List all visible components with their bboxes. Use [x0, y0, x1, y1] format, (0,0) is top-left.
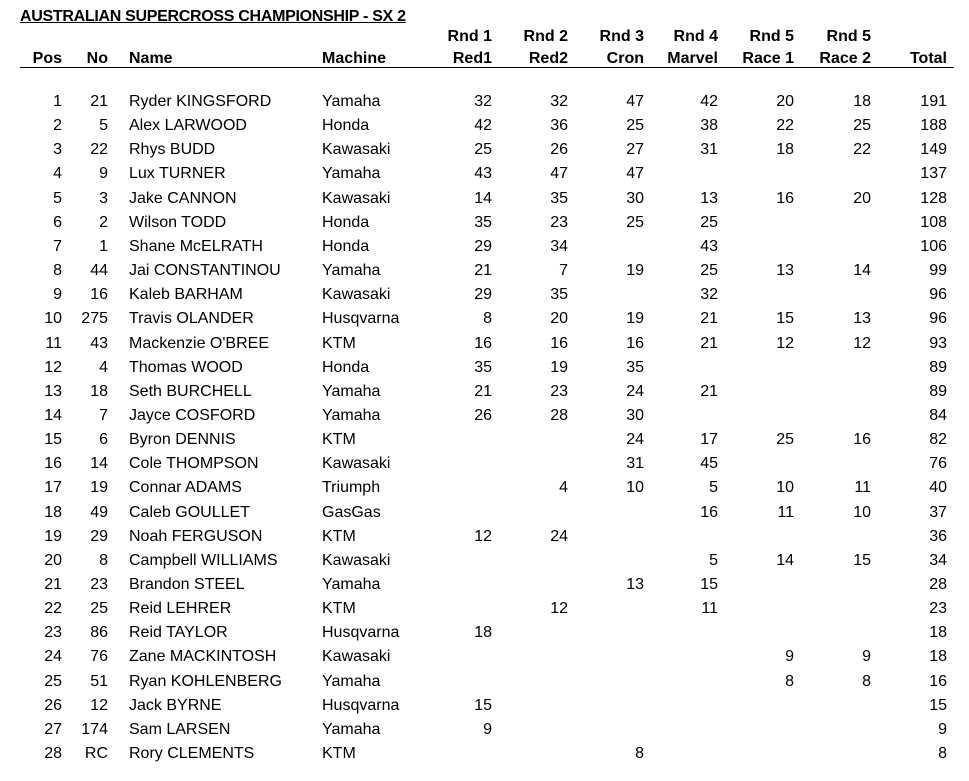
cell-rnd2: 36	[550, 117, 568, 134]
cell-no: 3	[99, 190, 108, 207]
cell-rnd4: 21	[700, 383, 718, 400]
cell-pos: 28	[44, 745, 62, 762]
cell-rnd2: 28	[550, 407, 568, 424]
cell-rnd5-race1: 15	[776, 310, 794, 327]
cell-pos: 17	[44, 479, 62, 496]
table-row	[0, 646, 969, 668]
cell-rnd1: 35	[474, 359, 492, 376]
cell-pos: 19	[44, 528, 62, 545]
cell-rnd4: 25	[700, 262, 718, 279]
cell-machine: KTM	[322, 745, 356, 762]
cell-rnd5-race1: 25	[776, 431, 794, 448]
cell-pos: 14	[44, 407, 62, 424]
cell-rnd3: 25	[626, 214, 644, 231]
cell-name: Thomas WOOD	[129, 359, 243, 376]
cell-rnd3: 24	[626, 383, 644, 400]
cell-no: 5	[99, 117, 108, 134]
cell-name: Mackenzie O'BREE	[129, 335, 269, 352]
table-row	[0, 236, 969, 258]
cell-rnd2: 7	[559, 262, 568, 279]
cell-rnd5-race2: 12	[853, 335, 871, 352]
cell-rnd3: 47	[626, 165, 644, 182]
cell-total: 34	[929, 552, 947, 569]
cell-rnd2: 19	[550, 359, 568, 376]
cell-rnd3: 10	[626, 479, 644, 496]
cell-rnd2: 24	[550, 528, 568, 545]
cell-machine: Honda	[322, 238, 370, 255]
cell-rnd1: 32	[474, 93, 492, 110]
cell-name: Seth BURCHELL	[129, 383, 252, 400]
cell-rnd5-race2: 20	[853, 190, 871, 207]
cell-pos: 16	[44, 455, 62, 472]
cell-rnd4: 17	[700, 431, 718, 448]
cell-no: 1	[99, 238, 108, 255]
table-row	[0, 429, 969, 451]
cell-total: 76	[929, 455, 947, 472]
cell-rnd2: 32	[550, 93, 568, 110]
cell-total: 96	[929, 286, 947, 303]
table-row	[0, 139, 969, 161]
cell-name: Rory CLEMENTS	[129, 745, 255, 762]
header-rnd2-line1: Rnd 2	[523, 28, 568, 45]
cell-pos: 1	[53, 93, 62, 110]
cell-total: 188	[920, 117, 947, 134]
cell-no: 76	[90, 648, 108, 665]
cell-rnd5-race1: 22	[776, 117, 794, 134]
cell-name: Kaleb BARHAM	[129, 286, 243, 303]
cell-machine: Kawasaki	[322, 455, 391, 472]
cell-rnd5-race1: 18	[776, 141, 794, 158]
cell-machine: KTM	[322, 600, 356, 617]
cell-pos: 6	[53, 214, 62, 231]
cell-no: 12	[90, 697, 108, 714]
cell-name: Jake CANNON	[129, 190, 237, 207]
cell-no: 275	[81, 310, 108, 327]
cell-rnd3: 30	[626, 407, 644, 424]
header-name: Name	[129, 50, 173, 67]
cell-no: 174	[81, 721, 108, 738]
header-rnd5-race2-line2: Race 2	[819, 50, 871, 67]
cell-machine: Yamaha	[322, 721, 381, 738]
cell-machine: Kawasaki	[322, 190, 391, 207]
cell-name: Lux TURNER	[129, 165, 226, 182]
table-row	[0, 671, 969, 693]
cell-no: RC	[84, 745, 108, 762]
cell-rnd5-race1: 9	[785, 648, 794, 665]
cell-name: Brandon STEEL	[129, 576, 245, 593]
cell-rnd5-race2: 18	[853, 93, 871, 110]
cell-name: Rhys BUDD	[129, 141, 216, 158]
cell-rnd4: 5	[709, 479, 718, 496]
cell-rnd2: 34	[550, 238, 568, 255]
cell-no: 51	[90, 673, 108, 690]
cell-machine: Triumph	[322, 479, 381, 496]
cell-name: Zane MACKINTOSH	[129, 648, 277, 665]
cell-total: 28	[929, 576, 947, 593]
cell-pos: 12	[44, 359, 62, 376]
header-rnd3-line2: Cron	[606, 50, 644, 67]
cell-total: 37	[929, 504, 947, 521]
cell-pos: 9	[53, 286, 62, 303]
header-rnd2-line2: Red2	[528, 50, 568, 67]
header-rnd4-line1: Rnd 4	[673, 28, 718, 45]
cell-name: Travis OLANDER	[129, 310, 254, 327]
cell-total: 89	[929, 383, 947, 400]
cell-total: 96	[929, 310, 947, 327]
cell-name: Campbell WILLIAMS	[129, 552, 278, 569]
cell-no: 2	[99, 214, 108, 231]
cell-rnd2: 23	[550, 214, 568, 231]
cell-machine: Husqvarna	[322, 624, 400, 641]
cell-rnd2: 16	[550, 335, 568, 352]
cell-machine: Honda	[322, 359, 370, 376]
cell-rnd3: 30	[626, 190, 644, 207]
cell-total: 40	[929, 479, 947, 496]
cell-pos: 4	[53, 165, 62, 182]
cell-rnd1: 25	[474, 141, 492, 158]
header-rnd5-race1-line1: Rnd 5	[749, 28, 794, 45]
table-row	[0, 188, 969, 210]
cell-total: 99	[929, 262, 947, 279]
cell-total: 93	[929, 335, 947, 352]
cell-machine: Yamaha	[322, 407, 381, 424]
cell-rnd4: 42	[700, 93, 718, 110]
header-rnd3-line1: Rnd 3	[599, 28, 644, 45]
table-row	[0, 695, 969, 717]
cell-name: Sam LARSEN	[129, 721, 231, 738]
cell-rnd4: 32	[700, 286, 718, 303]
cell-name: Jayce COSFORD	[129, 407, 256, 424]
cell-total: 15	[929, 697, 947, 714]
cell-rnd1: 42	[474, 117, 492, 134]
cell-pos: 22	[44, 600, 62, 617]
cell-machine: Yamaha	[322, 576, 381, 593]
cell-rnd5-race2: 14	[853, 262, 871, 279]
cell-rnd5-race2: 22	[853, 141, 871, 158]
header-total: Total	[909, 50, 947, 67]
cell-no: 22	[90, 141, 108, 158]
cell-machine: GasGas	[322, 504, 381, 521]
cell-no: 19	[90, 479, 108, 496]
cell-rnd4: 11	[701, 600, 718, 617]
cell-rnd1: 21	[474, 383, 492, 400]
cell-rnd5-race1: 16	[776, 190, 794, 207]
table-row	[0, 719, 969, 741]
cell-rnd4: 21	[700, 310, 718, 327]
cell-pos: 10	[44, 310, 62, 327]
cell-rnd1: 26	[474, 407, 492, 424]
cell-rnd1: 14	[474, 190, 492, 207]
cell-rnd5-race1: 12	[776, 335, 794, 352]
cell-rnd5-race2: 13	[853, 310, 871, 327]
cell-rnd4: 16	[700, 504, 718, 521]
table-row	[0, 333, 969, 355]
cell-rnd2: 23	[550, 383, 568, 400]
cell-total: 106	[920, 238, 947, 255]
cell-total: 9	[938, 721, 947, 738]
cell-pos: 2	[53, 117, 62, 134]
cell-machine: Kawasaki	[322, 552, 391, 569]
cell-no: 14	[90, 455, 108, 472]
cell-pos: 11	[45, 335, 62, 352]
cell-total: 128	[920, 190, 947, 207]
table-row	[0, 405, 969, 427]
cell-name: Ryder KINGSFORD	[129, 93, 272, 110]
cell-rnd5-race1: 11	[777, 504, 794, 521]
cell-rnd3: 35	[626, 359, 644, 376]
header-rnd5-race1-line2: Race 1	[742, 50, 794, 67]
cell-total: 82	[929, 431, 947, 448]
cell-rnd2: 20	[550, 310, 568, 327]
cell-name: Reid TAYLOR	[129, 624, 228, 641]
table-row	[0, 284, 969, 306]
cell-rnd1: 29	[474, 286, 492, 303]
cell-rnd3: 16	[626, 335, 644, 352]
cell-pos: 20	[44, 552, 62, 569]
cell-pos: 26	[44, 697, 62, 714]
table-row	[0, 502, 969, 524]
table-row	[0, 598, 969, 620]
table-row	[0, 622, 969, 644]
cell-rnd2: 35	[550, 190, 568, 207]
cell-total: 137	[920, 165, 947, 182]
cell-machine: KTM	[322, 335, 356, 352]
table-row	[0, 574, 969, 596]
cell-rnd1: 12	[474, 528, 492, 545]
cell-rnd5-race1: 13	[776, 262, 794, 279]
cell-total: 149	[920, 141, 947, 158]
cell-machine: Kawasaki	[322, 286, 391, 303]
cell-rnd4: 13	[700, 190, 718, 207]
header-machine: Machine	[322, 50, 387, 67]
cell-machine: Yamaha	[322, 383, 381, 400]
cell-no: 16	[90, 286, 108, 303]
table-row	[0, 260, 969, 282]
cell-rnd5-race2: 15	[853, 552, 871, 569]
cell-rnd2: 4	[559, 479, 568, 496]
table-row	[0, 743, 969, 765]
cell-rnd3: 8	[635, 745, 644, 762]
cell-total: 108	[920, 214, 947, 231]
cell-name: Jack BYRNE	[129, 697, 222, 714]
table-row	[0, 163, 969, 185]
cell-rnd2: 35	[550, 286, 568, 303]
cell-rnd1: 35	[474, 214, 492, 231]
cell-rnd5-race1: 10	[776, 479, 794, 496]
header-rnd5-race2-line1: Rnd 5	[826, 28, 871, 45]
cell-rnd3: 47	[626, 93, 644, 110]
header-rnd1-line1: Rnd 1	[447, 28, 492, 45]
cell-machine: Yamaha	[322, 165, 381, 182]
cell-total: 191	[920, 93, 947, 110]
cell-rnd5-race2: 8	[862, 673, 871, 690]
cell-rnd1: 16	[474, 335, 492, 352]
cell-name: Shane McELRATH	[129, 238, 263, 255]
cell-rnd3: 24	[626, 431, 644, 448]
cell-rnd1: 29	[474, 238, 492, 255]
cell-total: 8	[938, 745, 947, 762]
cell-rnd3: 27	[626, 141, 644, 158]
cell-rnd4: 15	[700, 576, 718, 593]
cell-rnd4: 21	[700, 335, 718, 352]
header-rnd1-line2: Red1	[452, 50, 492, 67]
table-row	[0, 477, 969, 499]
cell-rnd1: 43	[474, 165, 492, 182]
cell-no: 9	[99, 165, 108, 182]
cell-rnd3: 13	[626, 576, 644, 593]
table-row	[0, 115, 969, 137]
cell-no: 18	[90, 383, 108, 400]
cell-rnd2: 47	[550, 165, 568, 182]
table-row	[0, 453, 969, 475]
cell-rnd3: 19	[626, 262, 644, 279]
cell-rnd5-race2: 16	[853, 431, 871, 448]
cell-rnd5-race2: 9	[862, 648, 871, 665]
cell-total: 23	[929, 600, 947, 617]
cell-machine: Husqvarna	[322, 310, 400, 327]
cell-rnd2: 12	[550, 600, 568, 617]
table-row	[0, 381, 969, 403]
cell-name: Wilson TODD	[129, 214, 227, 231]
cell-name: Caleb GOULLET	[129, 504, 250, 521]
cell-rnd1: 8	[483, 310, 492, 327]
cell-pos: 23	[44, 624, 62, 641]
cell-rnd4: 31	[700, 141, 718, 158]
header-rnd4-line2: Marvel	[667, 50, 718, 67]
table-row	[0, 91, 969, 113]
cell-rnd1: 15	[474, 697, 492, 714]
cell-machine: Yamaha	[322, 673, 381, 690]
cell-machine: KTM	[322, 431, 356, 448]
cell-total: 84	[929, 407, 947, 424]
cell-rnd5-race1: 20	[776, 93, 794, 110]
cell-machine: Honda	[322, 214, 370, 231]
cell-pos: 27	[44, 721, 62, 738]
cell-pos: 18	[44, 504, 62, 521]
cell-name: Alex LARWOOD	[129, 117, 247, 134]
header-no: No	[86, 50, 108, 67]
cell-rnd3: 31	[626, 455, 644, 472]
cell-no: 8	[99, 552, 108, 569]
cell-machine: KTM	[322, 528, 356, 545]
cell-rnd5-race2: 10	[853, 504, 871, 521]
cell-pos: 7	[53, 238, 62, 255]
cell-rnd3: 25	[626, 117, 644, 134]
cell-pos: 13	[44, 383, 62, 400]
cell-rnd5-race2: 11	[854, 479, 871, 496]
table-row	[0, 212, 969, 234]
cell-no: 4	[99, 359, 108, 376]
cell-pos: 15	[44, 431, 62, 448]
cell-pos: 5	[53, 190, 62, 207]
cell-total: 16	[929, 673, 947, 690]
cell-machine: Yamaha	[322, 262, 381, 279]
cell-pos: 21	[44, 576, 62, 593]
cell-name: Byron DENNIS	[129, 431, 236, 448]
cell-rnd4: 45	[700, 455, 718, 472]
cell-rnd5-race2: 25	[853, 117, 871, 134]
page-title: AUSTRALIAN SUPERCROSS CHAMPIONSHIP - SX 2	[20, 8, 406, 25]
header-rule	[20, 67, 954, 68]
table-row	[0, 526, 969, 548]
cell-rnd1: 18	[474, 624, 492, 641]
cell-rnd2: 26	[550, 141, 568, 158]
cell-rnd5-race1: 14	[776, 552, 794, 569]
cell-rnd1: 21	[474, 262, 492, 279]
cell-rnd1: 9	[483, 721, 492, 738]
table-row	[0, 550, 969, 572]
cell-total: 36	[929, 528, 947, 545]
cell-rnd4: 25	[700, 214, 718, 231]
cell-no: 86	[90, 624, 108, 641]
cell-no: 6	[99, 431, 108, 448]
cell-machine: Honda	[322, 117, 370, 134]
cell-machine: Yamaha	[322, 93, 381, 110]
cell-name: Cole THOMPSON	[129, 455, 259, 472]
table-row	[0, 308, 969, 330]
cell-rnd4: 5	[709, 552, 718, 569]
cell-pos: 25	[44, 673, 62, 690]
cell-total: 18	[929, 648, 947, 665]
cell-rnd4: 38	[700, 117, 718, 134]
cell-name: Ryan KOHLENBERG	[129, 673, 282, 690]
cell-no: 43	[90, 335, 108, 352]
cell-rnd3: 19	[626, 310, 644, 327]
cell-pos: 3	[53, 141, 62, 158]
cell-no: 49	[90, 504, 108, 521]
cell-no: 29	[90, 528, 108, 545]
cell-pos: 8	[53, 262, 62, 279]
cell-total: 18	[929, 624, 947, 641]
header-pos: Pos	[32, 50, 62, 67]
cell-name: Noah FERGUSON	[129, 528, 263, 545]
cell-name: Reid LEHRER	[129, 600, 232, 617]
cell-rnd4: 43	[700, 238, 718, 255]
table-row	[0, 357, 969, 379]
cell-machine: Kawasaki	[322, 141, 391, 158]
cell-no: 44	[90, 262, 108, 279]
cell-machine: Kawasaki	[322, 648, 391, 665]
cell-no: 7	[99, 407, 108, 424]
cell-rnd5-race1: 8	[785, 673, 794, 690]
cell-no: 25	[90, 600, 108, 617]
cell-total: 89	[929, 359, 947, 376]
cell-pos: 24	[44, 648, 62, 665]
cell-name: Jai CONSTANTINOU	[129, 262, 281, 279]
cell-machine: Husqvarna	[322, 697, 400, 714]
cell-no: 21	[90, 93, 108, 110]
cell-name: Connar ADAMS	[129, 479, 242, 496]
cell-no: 23	[90, 576, 108, 593]
